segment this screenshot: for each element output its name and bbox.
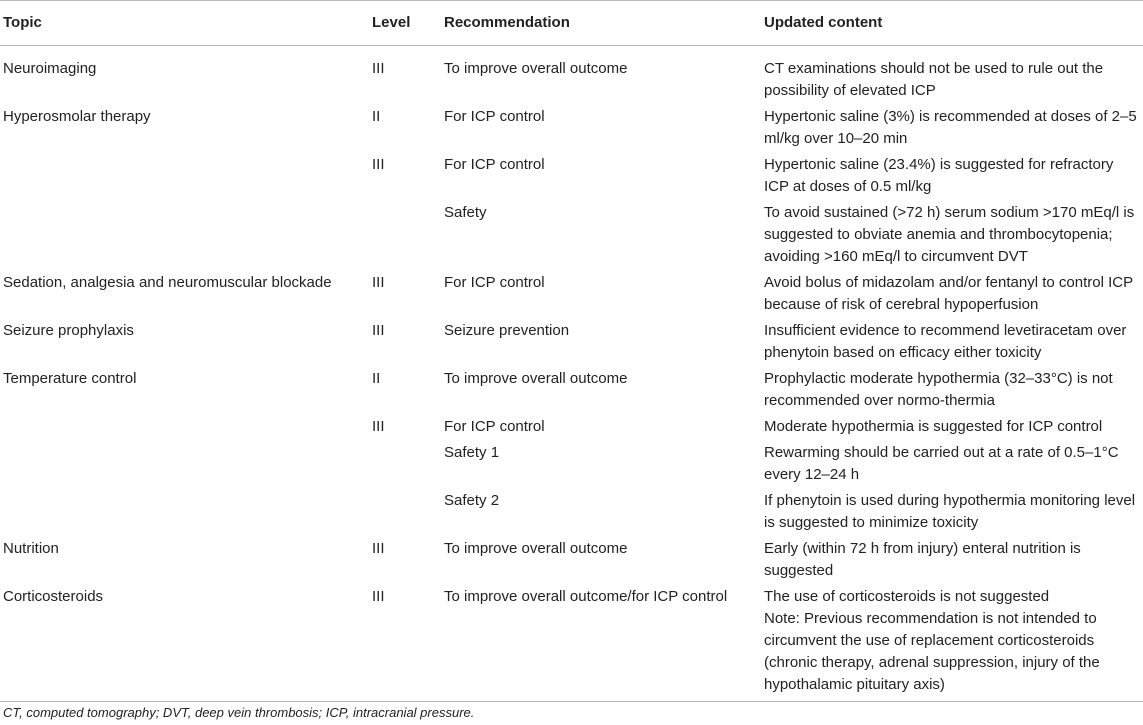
header-topic: Topic (0, 1, 366, 46)
cell-updated-content: Avoid bolus of midazolam and/or fentanyl to control ICP because of risk of cerebral hypoperfusion (764, 274, 1133, 313)
table-row (0, 365, 1143, 413)
table-row (0, 317, 1143, 365)
cell-topic: Hyperosmolar therapy (3, 108, 151, 125)
cell-updated-content: Hypertonic saline (23.4%) is suggested for refractory ICP at doses of 0.5 ml/kg (764, 156, 1114, 195)
table-row (0, 535, 1143, 583)
cell-recommendation: Safety (444, 204, 487, 221)
table-row (0, 487, 1143, 535)
cell-topic (0, 487, 366, 535)
cell-updated-content: Rewarming should be carried out at a rate of 0.5–1°C every 12–24 h (764, 444, 1119, 483)
cell-recommendation: To improve overall outcome (444, 60, 628, 77)
cell-recommendation: For ICP control (444, 418, 545, 435)
cell-level (366, 439, 438, 487)
cell-level: III (372, 274, 385, 291)
header-level: Level (366, 1, 438, 46)
cell-recommendation: Safety 1 (444, 444, 500, 461)
cell-recommendation: For ICP control (444, 108, 545, 125)
table-row (0, 199, 1143, 269)
table-body (0, 46, 1143, 702)
cell-level: II (372, 370, 381, 387)
cell-updated-content: Insufficient evidence to recommend levetiracetam over phenytoin based on efficacy either toxicity (764, 322, 1127, 361)
table-header (0, 1, 1143, 46)
cell-topic: Nutrition (3, 540, 59, 557)
cell-level: III (372, 60, 385, 77)
header-updated-content: Updated content (758, 1, 1143, 46)
cell-updated-content: Early (within 72 h from injury) enteral nutrition is suggested (764, 540, 1081, 579)
cell-level: III (372, 418, 385, 435)
cell-updated-content: CT examinations should not be used to rule out the possibility of elevated ICP (764, 60, 1104, 99)
cell-updated-content (758, 583, 1143, 702)
cell-topic (0, 151, 366, 199)
table-row (0, 439, 1143, 487)
table-row (0, 151, 1143, 199)
table-row (0, 46, 1143, 104)
cell-level (366, 487, 438, 535)
cell-recommendation: Safety 2 (444, 492, 500, 509)
cell-topic: Sedation, analgesia and neuromuscular blockade (3, 274, 332, 291)
cell-updated-content: To avoid sustained (>72 h) serum sodium >170 mEq/l is suggested to obviate anemia and thrombocytopenia; avoiding >160 mEq/l to circumvent DVT (764, 204, 1135, 265)
table-footnote: CT, computed tomography; DVT, deep vein thrombosis; ICP, intracranial pressure. (3, 705, 475, 720)
cell-topic (0, 413, 366, 439)
table-row (0, 269, 1143, 317)
cell-topic: Corticosteroids (0, 583, 366, 702)
cell-updated-content: Hypertonic saline (3%) is recommended at doses of 2–5 ml/kg over 10–20 min (764, 108, 1137, 147)
cell-level: III (366, 583, 438, 702)
cell-level: III (372, 156, 385, 173)
cell-level: III (372, 540, 385, 557)
cell-level: II (372, 108, 381, 125)
header-recommendation: Recommendation (438, 1, 758, 46)
table-row (0, 103, 1143, 151)
cell-recommendation: To improve overall outcome (444, 370, 628, 387)
cell-topic: Seizure prophylaxis (3, 322, 134, 339)
cell-topic (0, 439, 366, 487)
cell-topic: Neuroimaging (3, 60, 97, 77)
cell-recommendation: For ICP control (444, 274, 545, 291)
cell-updated-content: Moderate hypothermia is suggested for ICP control (764, 418, 1103, 435)
cell-recommendation: Seizure prevention (444, 322, 570, 339)
cell-recommendation: For ICP control (444, 156, 545, 173)
updated-content-note: Note: Previous recommendation is not intended to circumvent the use of replacement corticosteroids (chronic therapy, adrenal suppression, injury of the hypothalamic pituitary axis) (764, 610, 1100, 693)
cell-recommendation: To improve overall outcome (444, 540, 628, 557)
cell-recommendation: To improve overall outcome/for ICP control (438, 583, 758, 702)
updated-content-text: The use of corticosteroids is not suggested (764, 588, 1050, 605)
cell-updated-content: If phenytoin is used during hypothermia monitoring level is suggested to minimize toxicity (764, 492, 1136, 531)
cell-level (366, 199, 438, 269)
cell-topic: Temperature control (3, 370, 137, 387)
cell-topic (0, 199, 366, 269)
table-row (0, 413, 1143, 439)
header-row (0, 1, 1143, 46)
cell-updated-content: Prophylactic moderate hypothermia (32–33°C) is not recommended over normo-thermia (764, 370, 1113, 409)
table-row (0, 583, 1143, 702)
cell-level: III (372, 322, 385, 339)
